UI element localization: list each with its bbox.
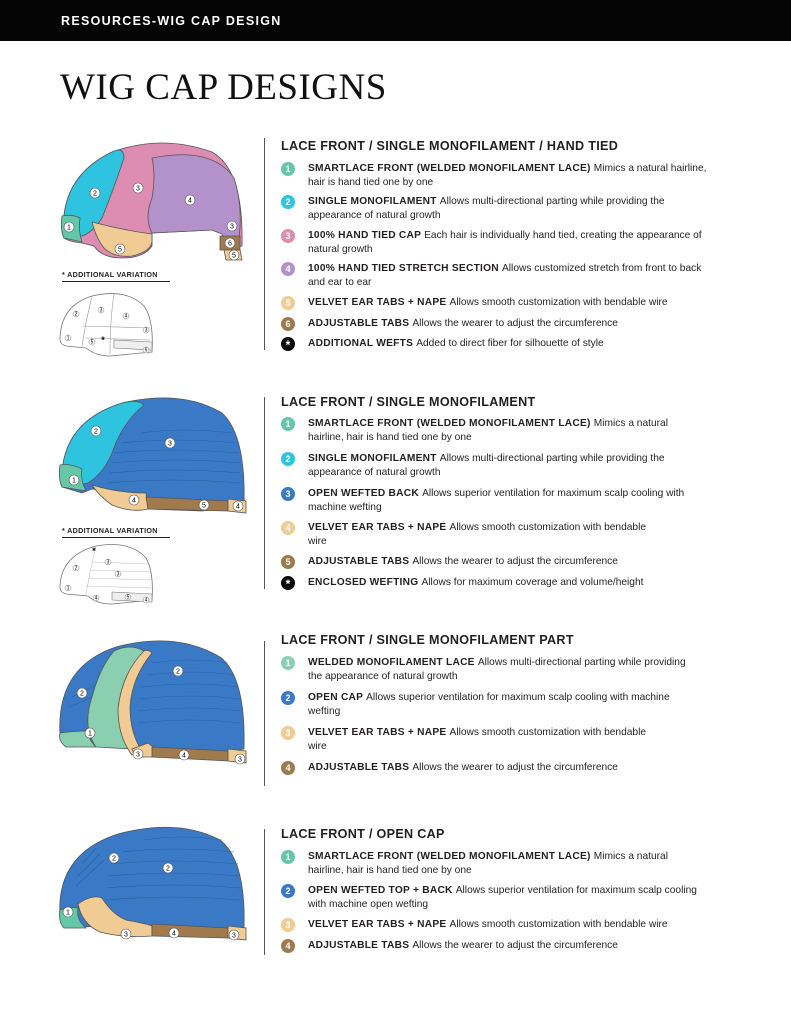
svg-text:2: 2 <box>74 311 78 318</box>
svg-text:*: * <box>101 335 105 345</box>
feature-text: Allows the wearer to adjust the circumference <box>412 318 618 329</box>
svg-text:1: 1 <box>67 224 71 232</box>
cap-illustration-open-cap <box>52 824 252 954</box>
feature-label: SMARTLACE FRONT (WELDED MONOFILAMENT LACE) <box>308 851 591 862</box>
feature-label: VELVET EAR TABS + NAPE <box>308 919 447 930</box>
svg-text:6: 6 <box>228 240 232 248</box>
feature-label: 100% HAND TIED CAP <box>308 230 422 241</box>
feature-label: ADJUSTABLE TABS <box>308 318 410 329</box>
svg-text:4: 4 <box>182 752 186 760</box>
section-title: LACE FRONT / SINGLE MONOFILAMENT / HAND TIED <box>281 139 619 153</box>
svg-text:2: 2 <box>94 428 98 436</box>
feature-text: Allows customized stretch from front to back and ear to ear <box>308 263 702 288</box>
cap-variation-outline <box>56 290 156 362</box>
number-badge: 5 <box>281 555 295 569</box>
svg-text:4: 4 <box>188 197 192 205</box>
feature-label: ADJUSTABLE TABS <box>308 762 410 773</box>
number-badge: 6 <box>281 317 295 331</box>
svg-text:2: 2 <box>93 190 97 198</box>
feature-label: VELVET EAR TABS + NAPE <box>308 522 447 533</box>
section-title: LACE FRONT / SINGLE MONOFILAMENT <box>281 395 536 409</box>
cap-section-3 <box>0 625 791 785</box>
svg-text:1: 1 <box>66 335 70 342</box>
svg-text:2: 2 <box>176 668 180 676</box>
svg-text:1: 1 <box>88 730 92 738</box>
feature-text: Allows smooth customization with bendable wire <box>449 919 668 930</box>
svg-text:3: 3 <box>116 571 120 578</box>
feature-text: Allows smooth customization with bendable wire <box>308 727 647 752</box>
feature-label: SMARTLACE FRONT (WELDED MONOFILAMENT LACE) <box>308 418 591 429</box>
svg-text:5: 5 <box>118 246 122 254</box>
svg-text:3: 3 <box>144 327 148 334</box>
number-badge: 2 <box>281 691 295 705</box>
svg-text:4: 4 <box>236 503 240 511</box>
feature-label: OPEN CAP <box>308 692 364 703</box>
svg-text:3: 3 <box>136 751 140 759</box>
feature-label: OPEN WEFTED TOP + BACK <box>308 885 453 896</box>
number-badge: 1 <box>281 417 295 431</box>
feature-label: SINGLE MONOFILAMENT <box>308 453 437 464</box>
number-badge: 2 <box>281 452 295 466</box>
feature-text: Mimics a natural hairline, hair is hand tied one by one <box>308 163 707 188</box>
cap-section-4 <box>0 820 791 970</box>
feature-label: SINGLE MONOFILAMENT <box>308 196 437 207</box>
svg-text:1: 1 <box>66 909 70 917</box>
svg-text:5: 5 <box>90 339 94 346</box>
feature-label: SMARTLACE FRONT (WELDED MONOFILAMENT LACE) <box>308 163 591 174</box>
number-badge: 5 <box>281 296 295 310</box>
svg-text:3: 3 <box>136 185 140 193</box>
number-badge: 4 <box>281 262 295 276</box>
number-badge: 3 <box>281 726 295 740</box>
variation-label: * ADDITIONAL VARIATION <box>62 270 158 279</box>
feature-text: Allows multi-directional parting while providing the appearance of natural growth <box>308 196 665 221</box>
banner-text: RESOURCES-WIG CAP DESIGN <box>61 14 282 28</box>
feature-label: ENCLOSED WEFTING <box>308 577 419 588</box>
section-title: LACE FRONT / OPEN CAP <box>281 827 445 841</box>
svg-text:3: 3 <box>232 932 236 940</box>
svg-text:2: 2 <box>112 855 116 863</box>
svg-text:1: 1 <box>72 477 76 485</box>
number-badge: 3 <box>281 229 295 243</box>
svg-text:1: 1 <box>66 585 70 592</box>
feature-label: ADJUSTABLE TABS <box>308 940 410 951</box>
svg-text:2: 2 <box>166 865 170 873</box>
svg-text:5: 5 <box>202 502 206 510</box>
svg-text:3: 3 <box>124 931 128 939</box>
section-divider <box>264 829 265 955</box>
feature-label: VELVET EAR TABS + NAPE <box>308 297 447 308</box>
top-banner <box>0 0 791 41</box>
feature-label: WELDED MONOFILAMENT LACE <box>308 657 475 668</box>
svg-text:4: 4 <box>144 597 148 604</box>
cap-section-2 <box>0 385 791 610</box>
feature-text: Allows smooth customization with bendable wire <box>308 522 647 547</box>
number-badge: 3 <box>281 487 295 501</box>
feature-text: Allows the wearer to adjust the circumference <box>412 762 618 773</box>
svg-text:5: 5 <box>232 252 236 260</box>
cap-illustration-monofilament <box>52 393 252 528</box>
feature-label: 100% HAND TIED STRETCH SECTION <box>308 263 499 274</box>
svg-text:4: 4 <box>172 930 176 938</box>
cap-variation-outline <box>56 542 156 608</box>
number-badge: 4 <box>281 761 295 775</box>
feature-text: Allows the wearer to adjust the circumference <box>412 940 618 951</box>
section-divider <box>264 397 265 589</box>
section-divider <box>264 641 265 786</box>
svg-text:3: 3 <box>168 440 172 448</box>
svg-text:4: 4 <box>124 313 128 320</box>
number-badge: 1 <box>281 162 295 176</box>
asterisk-badge: * <box>281 576 295 590</box>
svg-text:3: 3 <box>230 223 234 231</box>
svg-text:4: 4 <box>94 595 98 602</box>
feature-text: Allows superior ventilation for maximum scalp cooling with machine wefting <box>308 692 670 717</box>
feature-text: Allows multi-directional parting while providing the appearance of natural growth <box>308 453 665 478</box>
feature-label: ADDITIONAL WEFTS <box>308 338 414 349</box>
number-badge: 2 <box>281 884 295 898</box>
number-badge: 4 <box>281 521 295 535</box>
feature-text: Allows the wearer to adjust the circumference <box>412 556 618 567</box>
number-badge: 2 <box>281 195 295 209</box>
feature-text: Allows for maximum coverage and volume/height <box>421 577 644 588</box>
svg-text:2: 2 <box>80 690 84 698</box>
svg-text:6: 6 <box>144 347 148 354</box>
feature-text: Allows smooth customization with bendable wire <box>449 297 668 308</box>
feature-label: VELVET EAR TABS + NAPE <box>308 727 447 738</box>
feature-text: Mimics a natural hairline, hair is hand tied one by one <box>308 851 668 876</box>
number-badge: 4 <box>281 939 295 953</box>
feature-text: Allows superior ventilation for maximum scalp cooling with machine wefting <box>308 488 685 513</box>
feature-label: ADJUSTABLE TABS <box>308 556 410 567</box>
svg-text:3: 3 <box>238 756 242 764</box>
page-title: WIG CAP DESIGNS <box>60 67 387 108</box>
svg-text:3: 3 <box>99 307 103 314</box>
cap-section-1 <box>0 130 791 370</box>
feature-text: Allows multi-directional parting while providing the appearance of natural growth <box>308 657 686 682</box>
number-badge: 1 <box>281 850 295 864</box>
cap-illustration-hand-tied <box>52 138 252 278</box>
svg-text:2: 2 <box>74 565 78 572</box>
asterisk-badge: * <box>281 337 295 351</box>
svg-text:4: 4 <box>132 497 136 505</box>
feature-text: Each hair is individually hand tied, creating the appearance of natural growth <box>308 230 702 255</box>
section-divider <box>264 138 265 350</box>
cap-illustration-monofilament-part <box>52 637 252 787</box>
feature-label: OPEN WEFTED BACK <box>308 488 419 499</box>
svg-text:5: 5 <box>126 594 130 601</box>
svg-text:3: 3 <box>106 559 110 566</box>
variation-label: * ADDITIONAL VARIATION <box>62 526 158 535</box>
feature-text: Added to direct fiber for silhouette of style <box>416 338 604 349</box>
svg-text:*: * <box>92 546 96 556</box>
feature-text: Allows superior ventilation for maximum scalp cooling with machine open wefting <box>308 885 697 910</box>
number-badge: 1 <box>281 656 295 670</box>
number-badge: 3 <box>281 918 295 932</box>
section-title: LACE FRONT / SINGLE MONOFILAMENT PART <box>281 633 574 647</box>
feature-text: Mimics a natural hairline, hair is hand tied one by one <box>308 418 668 443</box>
